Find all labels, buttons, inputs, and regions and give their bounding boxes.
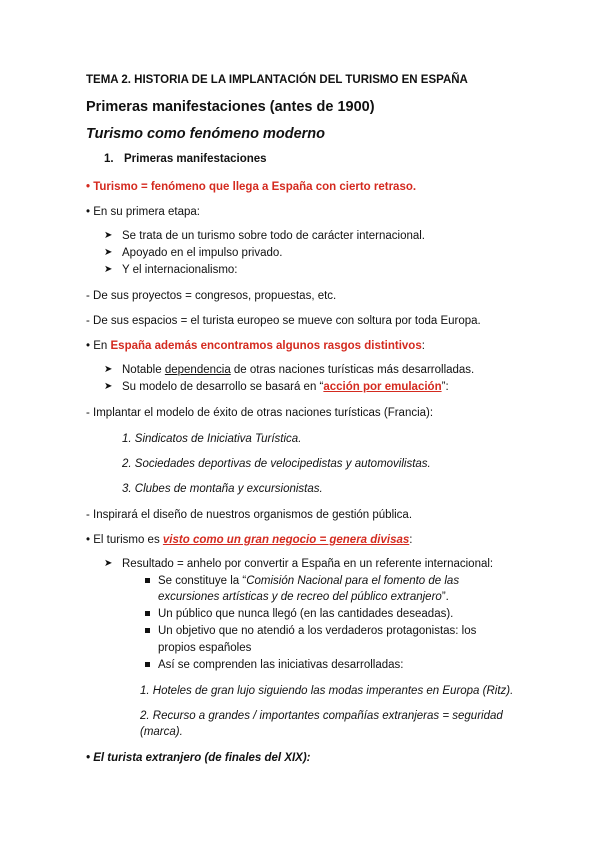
list-item-emulacion <box>122 380 449 394</box>
highlight-term: acción por emulación <box>323 381 442 393</box>
arrow-bullet-icon: ➤ <box>104 364 113 375</box>
text-segment: Se constituye la “ <box>158 575 247 587</box>
bullet5 <box>86 751 311 765</box>
text-segment: Su modelo de desarrollo se basará en “ <box>122 381 324 393</box>
document-title: TEMA 2. HISTORIA DE LA IMPLANTACIÓN DEL TURISMO EN ESPAÑA <box>86 74 468 86</box>
bullet3-prefix: En <box>93 340 111 352</box>
bullet2 <box>86 205 200 219</box>
arrow-bullet-icon: ➤ <box>104 247 113 258</box>
numbered-item: 3. Clubes de montaña y excursionistas. <box>122 483 323 495</box>
underlined-term: dependencia <box>164 364 231 376</box>
dash-line-implantar: - Implantar el modelo de éxito de otras naciones turísticas (Francia): <box>86 407 434 419</box>
sub-item-comision <box>158 574 459 588</box>
text-segment: ”. <box>441 591 449 603</box>
arrow-bullet-icon: ➤ <box>104 230 113 241</box>
sub-item-iniciativas: Así se comprenden las iniciativas desarrolladas: <box>158 659 404 671</box>
dash-line-espacios: - De sus espacios = el turista europeo se mueve con soltura por toda Europa. <box>86 315 481 327</box>
bullet4-prefix: El turismo es <box>93 534 163 546</box>
bullet1-text: Turismo = fenómeno que llega a España con cierto retraso. <box>93 181 417 193</box>
list-item: Se trata de un turismo sobre todo de carácter internacional. <box>122 230 426 242</box>
bullet-mark: • <box>86 181 91 193</box>
bullet2-text: En su primera etapa: <box>93 206 200 218</box>
square-bullet-icon <box>145 611 150 616</box>
bullet5-text: El turista extranjero (de finales del XIX): <box>93 752 311 764</box>
heading-turismo-moderno: Turismo como fenómeno moderno <box>86 126 326 142</box>
list-item: Apoyado en el impulso privado. <box>122 247 283 259</box>
bullet-mark: • <box>86 752 91 764</box>
bullet-mark: • <box>86 206 91 218</box>
sub-item-objetivo: Un objetivo que no atendió a los verdaderos protagonistas: los <box>158 625 477 637</box>
bullet4-suffix: : <box>409 534 413 546</box>
bullet3 <box>86 339 425 353</box>
bullet3-highlight: España además encontramos algunos rasgos distintivos <box>110 340 422 352</box>
dash-line-inspirara: - Inspirará el diseño de nuestros organismos de gestión pública. <box>86 509 413 521</box>
result-line: Resultado = anhelo por convertir a España en un referente internacional: <box>122 558 494 570</box>
bullet1 <box>86 180 416 194</box>
arrow-bullet-icon: ➤ <box>104 381 113 392</box>
numbered-item-hoteles: 1. Hoteles de gran lujo siguiendo las modas imperantes en Europa (Ritz). <box>140 685 514 697</box>
list-item: Y el internacionalismo: <box>122 264 238 276</box>
square-bullet-icon <box>145 662 150 667</box>
bullet4 <box>86 533 412 547</box>
numbered-item: 1. Sindicatos de Iniciativa Turística. <box>122 433 302 445</box>
text-segment: de otras naciones turísticas más desarrolladas. <box>230 364 475 376</box>
bullet-mark: • <box>86 534 91 546</box>
text-segment: ”: <box>441 381 449 393</box>
bullet-mark: • <box>86 340 91 352</box>
sub-item-comision-cont <box>158 590 449 604</box>
numbered-item-companias-cont: (marca). <box>140 726 183 738</box>
bullet4-highlight: visto como un gran negocio = genera divisas <box>162 534 410 546</box>
square-bullet-icon <box>145 628 150 633</box>
numbered-item: 2. Sociedades deportivas de velocipedistas y automovilistas. <box>122 458 431 470</box>
arrow-bullet-icon: ➤ <box>104 264 113 275</box>
heading-primeras-manifestaciones: Primeras manifestaciones (antes de 1900) <box>86 99 375 115</box>
bullet3-suffix: : <box>421 340 425 352</box>
sub-item-publico: Un público que nunca llegó (en las cantidades deseadas). <box>158 608 454 620</box>
square-bullet-icon <box>145 578 150 583</box>
italic-segment: Comisión Nacional para el fomento de las <box>246 575 460 587</box>
dash-line-proyectos: - De sus proyectos = congresos, propuestas, etc. <box>86 290 337 302</box>
section-title: Primeras manifestaciones <box>124 153 267 165</box>
italic-segment: excursiones artísticas y de recreo del público extranjero <box>158 591 442 603</box>
sub-item-objetivo-cont: propios españoles <box>158 642 252 654</box>
section-number: 1. <box>104 153 114 165</box>
list-item-dependencia <box>122 363 474 377</box>
numbered-item-companias: 2. Recurso a grandes / importantes compañías extranjeras = seguridad <box>140 710 503 722</box>
text-segment: Notable <box>122 364 165 376</box>
arrow-bullet-icon: ➤ <box>104 558 113 569</box>
